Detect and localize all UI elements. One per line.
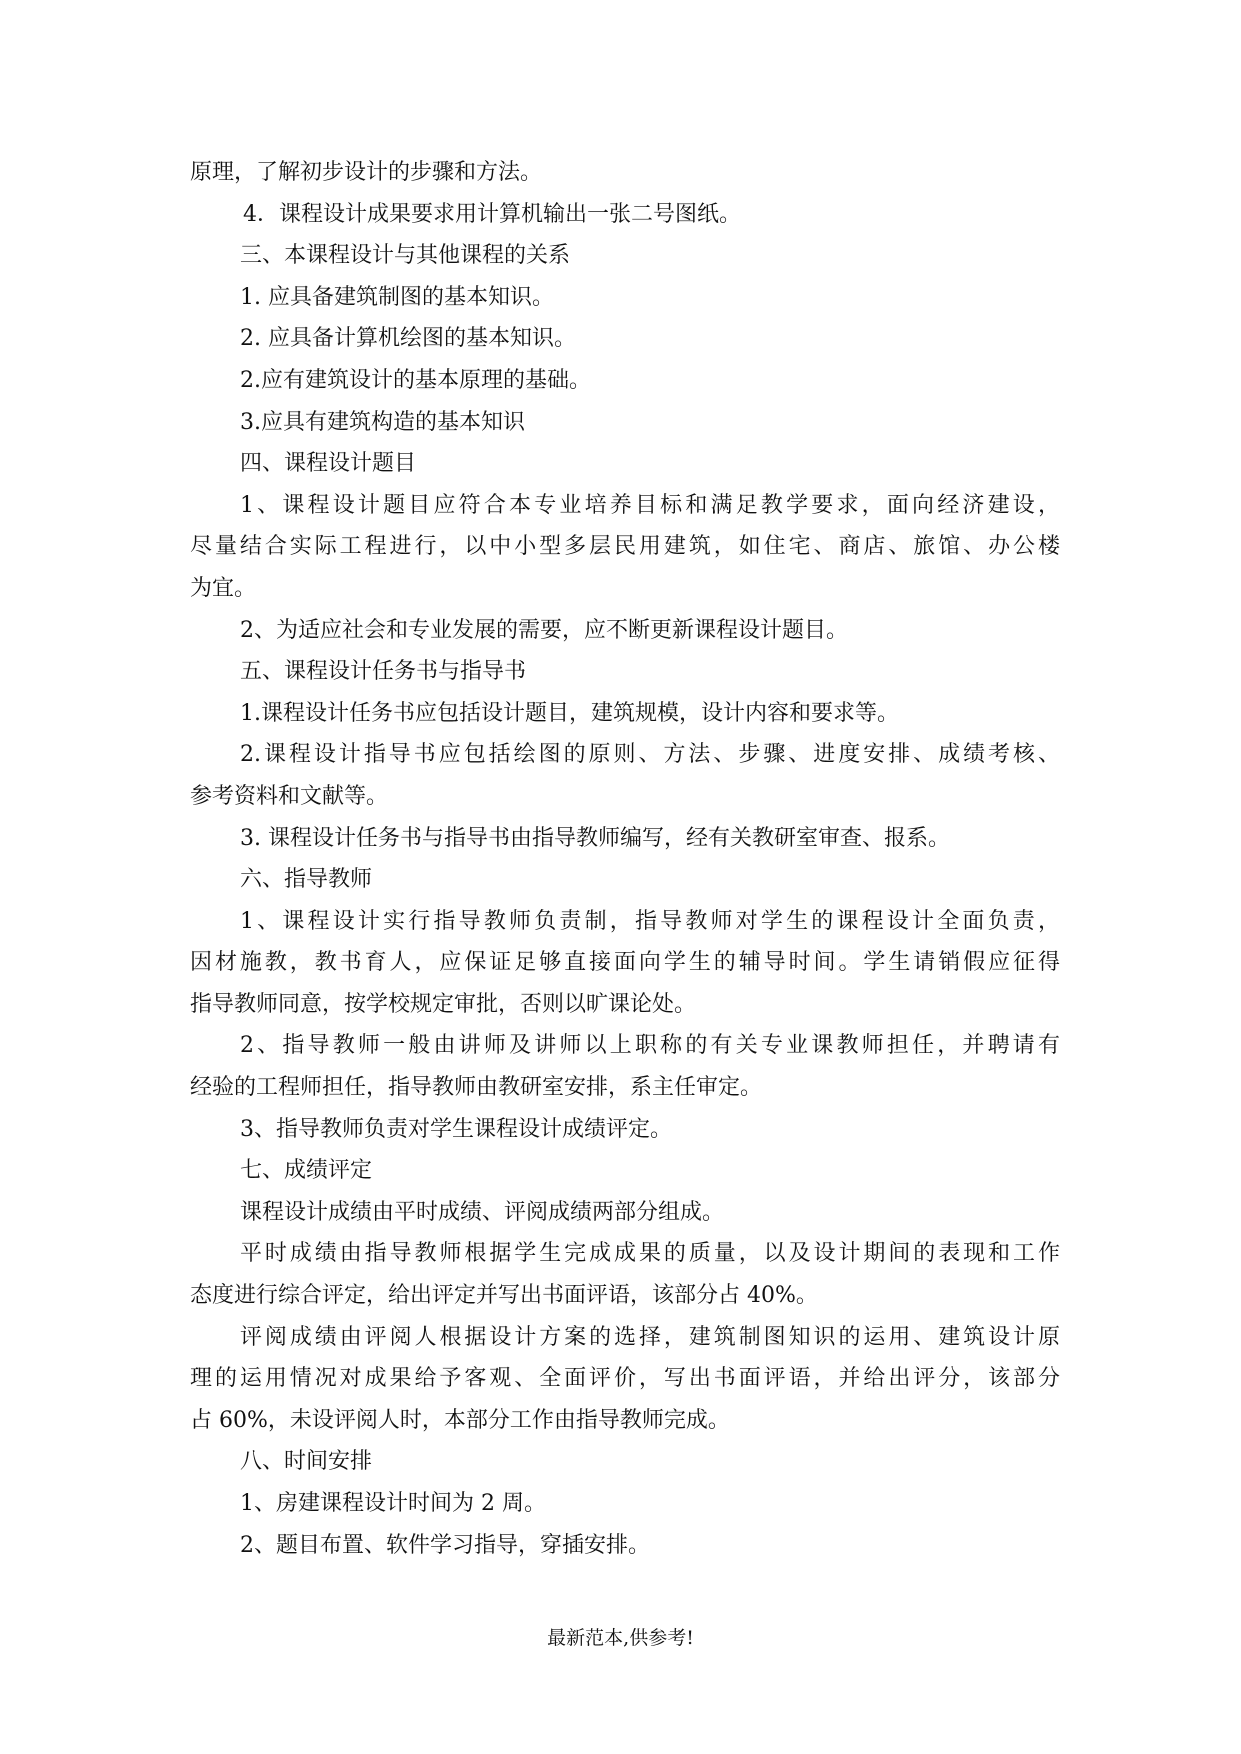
section-heading: 六、指导教师 — [240, 867, 373, 893]
text-line: 理的运用情况对成果给予客观、全面评价，写出书面评语，并给出评分，该部分 — [190, 1366, 1060, 1392]
page-footer: 最新范本,供参考! — [547, 1627, 694, 1649]
section-heading: 四、课程设计题目 — [240, 451, 417, 477]
text-line: 3. 课程设计任务书与指导书由指导教师编写，经有关教研室审查、报系。 — [240, 825, 950, 851]
text-line: 4．课程设计成果要求用计算机输出一张二号图纸。 — [243, 201, 741, 227]
text-line: 尽量结合实际工程进行，以中小型多层民用建筑，如住宅、商店、旅馆、办公楼 — [190, 534, 1060, 560]
text-line: 2、指导教师一般由讲师及讲师以上职称的有关专业课教师担任，并聘请有 — [240, 1033, 1060, 1059]
section-heading: 五、课程设计任务书与指导书 — [240, 659, 527, 685]
text-line: 2.应有建筑设计的基本原理的基础。 — [240, 367, 591, 393]
text-line: 3.应具有建筑构造的基本知识 — [240, 409, 525, 435]
text-line: 1.课程设计任务书应包括设计题目，建筑规模，设计内容和要求等。 — [240, 700, 899, 726]
text-line: 1、课程设计实行指导教师负责制，指导教师对学生的课程设计全面负责， — [240, 908, 1060, 934]
text-line: 2、为适应社会和专业发展的需要，应不断更新课程设计题目。 — [240, 617, 848, 643]
section-heading: 三、本课程设计与其他课程的关系 — [240, 243, 571, 269]
text-line: 指导教师同意，按学校规定审批，否则以旷课论处。 — [190, 991, 697, 1017]
text-line: 2、题目布置、软件学习指导，穿插安排。 — [240, 1532, 650, 1558]
text-line: 评阅成绩由评阅人根据设计方案的选择，建筑制图知识的运用、建筑设计原 — [240, 1324, 1060, 1350]
text-line: 因材施教，教书育人，应保证足够直接面向学生的辅导时间。学生请销假应征得 — [190, 950, 1060, 976]
text-line: 为宜。 — [190, 575, 257, 601]
text-line: 原理，了解初步设计的步骤和方法。 — [190, 160, 543, 185]
text-line: 课程设计成绩由平时成绩、评阅成绩两部分组成。 — [240, 1199, 725, 1225]
text-line: 1、房建课程设计时间为 2 周。 — [240, 1491, 546, 1516]
document-body — [190, 152, 1060, 1566]
text-line: 2. 应具备计算机绘图的基本知识。 — [240, 326, 576, 352]
section-heading: 八、时间安排 — [240, 1449, 373, 1475]
section-heading: 七、成绩评定 — [240, 1158, 373, 1184]
text-line: 3、指导教师负责对学生课程设计成绩评定。 — [240, 1116, 672, 1142]
text-line: 占 60%，未设评阅人时，本部分工作由指导教师完成。 — [190, 1407, 730, 1433]
text-line: 平时成绩由指导教师根据学生完成成果的质量，以及设计期间的表现和工作 — [240, 1241, 1060, 1267]
text-line: 1、课程设计题目应符合本专业培养目标和满足教学要求，面向经济建设， — [240, 492, 1060, 518]
text-line: 经验的工程师担任，指导教师由教研室安排，系主任审定。 — [190, 1075, 763, 1101]
text-line: 1. 应具备建筑制图的基本知识。 — [240, 284, 554, 310]
text-line: 参考资料和文献等。 — [190, 783, 389, 809]
text-line: 态度进行综合评定，给出评定并写出书面评语，该部分占 40%。 — [190, 1283, 818, 1309]
text-line: 2.课程设计指导书应包括绘图的原则、方法、步骤、进度安排、成绩考核、 — [240, 742, 1060, 768]
